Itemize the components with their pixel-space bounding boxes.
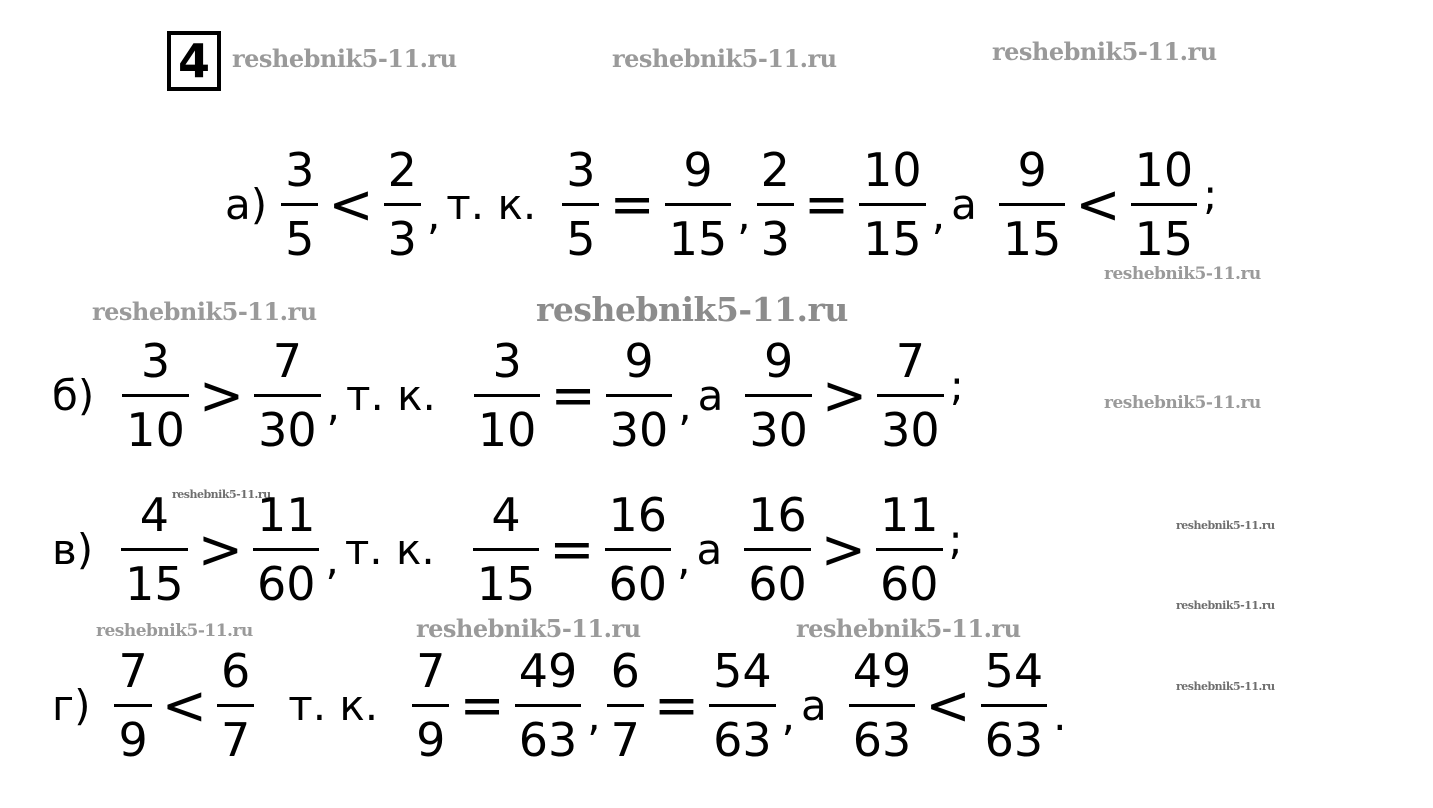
numerator: 9 xyxy=(624,333,654,388)
numerator: 2 xyxy=(760,142,790,197)
fraction xyxy=(877,333,944,457)
fraction xyxy=(281,142,318,266)
fraction xyxy=(607,643,644,767)
numerator: 11 xyxy=(256,487,316,542)
fraction xyxy=(745,333,812,457)
comma: , xyxy=(326,381,340,430)
denominator: 15 xyxy=(476,556,536,611)
fraction-bar xyxy=(876,548,943,551)
row-label: в) xyxy=(52,524,94,574)
fraction xyxy=(474,333,541,457)
fraction xyxy=(515,643,582,767)
fraction-bar xyxy=(515,704,582,707)
relation-sign: > xyxy=(821,363,868,427)
denominator: 15 xyxy=(863,211,922,266)
fraction-bar xyxy=(412,704,449,707)
numerator: 54 xyxy=(713,643,772,698)
denominator: 5 xyxy=(285,211,315,266)
fraction-bar xyxy=(665,203,732,206)
fraction xyxy=(606,333,673,457)
denominator: 7 xyxy=(610,712,640,767)
equals-sign: = xyxy=(803,172,850,236)
fraction-bar xyxy=(474,394,541,397)
numerator: 3 xyxy=(492,333,522,388)
numerator: 9 xyxy=(763,333,794,388)
fraction-bar xyxy=(114,704,151,707)
fraction xyxy=(114,643,151,767)
denominator: 9 xyxy=(118,712,148,767)
fraction-bar xyxy=(605,548,672,551)
numerator: 16 xyxy=(608,487,668,542)
fraction-bar xyxy=(607,704,644,707)
comma: , xyxy=(587,691,601,740)
denominator: 5 xyxy=(566,211,596,266)
fraction xyxy=(473,487,540,611)
comma: , xyxy=(931,190,946,239)
denominator: 30 xyxy=(749,402,808,457)
denominator: 15 xyxy=(668,211,728,266)
denominator: 60 xyxy=(879,556,939,611)
fraction-bar xyxy=(253,548,320,551)
denominator: 10 xyxy=(126,402,185,457)
comma: , xyxy=(426,190,441,239)
denominator: 63 xyxy=(713,712,772,767)
denominator: 63 xyxy=(518,712,578,767)
fraction-bar xyxy=(281,203,318,206)
conjunction-a: а xyxy=(697,370,724,420)
numerator: 2 xyxy=(387,142,417,197)
semicolon: ; xyxy=(948,515,963,564)
fraction xyxy=(412,643,449,767)
semicolon: ; xyxy=(1203,170,1218,219)
comma: , xyxy=(677,535,691,584)
equals-sign: = xyxy=(550,363,596,427)
fraction xyxy=(849,643,916,767)
fraction xyxy=(122,333,189,457)
numerator: 4 xyxy=(491,487,521,542)
denominator: 60 xyxy=(256,556,316,611)
watermark: reshebnik5-11.ru xyxy=(796,614,1021,643)
denominator: 3 xyxy=(387,211,417,266)
comma: , xyxy=(678,381,692,430)
fraction-bar xyxy=(849,704,916,707)
fraction xyxy=(384,142,421,266)
fraction xyxy=(254,333,321,457)
fraction-bar xyxy=(217,704,254,707)
relation-sign: > xyxy=(198,363,245,427)
fraction xyxy=(999,142,1066,266)
equals-sign: = xyxy=(609,172,655,236)
numerator: 3 xyxy=(140,333,171,388)
denominator: 60 xyxy=(748,556,807,611)
denominator: 63 xyxy=(984,712,1044,767)
because-text: т. к. xyxy=(446,179,537,229)
comma: , xyxy=(781,691,796,740)
watermark: reshebnik5-11.ru xyxy=(1176,519,1275,532)
watermark: reshebnik5-11.ru xyxy=(612,44,837,73)
numerator: 3 xyxy=(566,142,596,197)
watermark: reshebnik5-11.ru xyxy=(1176,680,1275,693)
fraction-bar xyxy=(877,394,944,397)
because-text: т. к. xyxy=(346,370,436,420)
fraction xyxy=(1131,142,1198,266)
relation-sign: < xyxy=(161,673,207,737)
fraction xyxy=(665,142,732,266)
fraction xyxy=(859,142,926,266)
conjunction-a: а xyxy=(696,524,723,574)
numerator: 49 xyxy=(852,643,912,698)
relation-sign: < xyxy=(925,673,971,737)
fraction xyxy=(876,487,943,611)
numerator: 7 xyxy=(272,333,302,388)
numerator: 4 xyxy=(139,487,170,542)
denominator: 10 xyxy=(477,402,537,457)
conjunction-a: а xyxy=(951,179,977,229)
relation-sign: < xyxy=(1075,172,1121,236)
relation-sign: > xyxy=(820,517,866,581)
fraction-bar xyxy=(473,548,540,551)
row-label: а) xyxy=(225,179,268,229)
fraction xyxy=(709,643,776,767)
watermark: reshebnik5-11.ru xyxy=(992,37,1217,66)
row-b xyxy=(52,330,966,460)
denominator: 3 xyxy=(760,211,790,266)
fraction-bar xyxy=(981,704,1048,707)
watermark: reshebnik5-11.ru xyxy=(232,44,457,73)
equals-sign: = xyxy=(549,517,595,581)
numerator: 9 xyxy=(683,142,713,197)
watermark: reshebnik5-11.ru xyxy=(96,621,253,641)
denominator: 30 xyxy=(881,402,940,457)
numerator: 7 xyxy=(118,643,148,698)
fraction-bar xyxy=(254,394,321,397)
row-label: г) xyxy=(52,680,91,730)
relation-sign: > xyxy=(197,517,243,581)
fraction-bar xyxy=(859,203,926,206)
fraction xyxy=(744,487,811,611)
because-text: т. к. xyxy=(288,680,379,730)
watermark: reshebnik5-11.ru xyxy=(172,488,271,501)
fraction-bar xyxy=(606,394,673,397)
row-g xyxy=(52,640,1068,770)
numerator: 54 xyxy=(984,643,1044,698)
period: . xyxy=(1053,691,1067,740)
fraction xyxy=(605,487,672,611)
numerator: 7 xyxy=(895,333,926,388)
fraction-bar xyxy=(122,394,189,397)
fraction-bar xyxy=(745,394,812,397)
task-number: 4 xyxy=(167,31,221,91)
denominator: 30 xyxy=(609,402,669,457)
watermark: reshebnik5-11.ru xyxy=(1104,393,1261,413)
fraction-bar xyxy=(709,704,776,707)
numerator: 10 xyxy=(1134,142,1194,197)
fraction xyxy=(757,142,794,266)
fraction xyxy=(562,142,599,266)
fraction-bar xyxy=(999,203,1066,206)
fraction-bar xyxy=(757,203,794,206)
watermark: reshebnik5-11.ru xyxy=(416,614,641,643)
numerator: 6 xyxy=(610,643,640,698)
fraction-bar xyxy=(562,203,599,206)
numerator: 49 xyxy=(518,643,578,698)
semicolon: ; xyxy=(949,361,964,410)
denominator: 7 xyxy=(220,712,251,767)
fraction xyxy=(981,643,1048,767)
denominator: 60 xyxy=(608,556,668,611)
fraction xyxy=(217,643,254,767)
watermark: reshebnik5-11.ru xyxy=(1104,264,1261,284)
fraction-bar xyxy=(1131,203,1198,206)
numerator: 16 xyxy=(748,487,807,542)
row-v xyxy=(52,484,965,614)
relation-sign: < xyxy=(328,172,374,236)
equals-sign: = xyxy=(653,673,700,737)
watermark: reshebnik5-11.ru xyxy=(1176,599,1275,612)
comma: , xyxy=(325,535,339,584)
fraction-bar xyxy=(121,548,188,551)
numerator: 10 xyxy=(863,142,922,197)
row-a xyxy=(225,139,1219,269)
numerator: 6 xyxy=(220,643,251,698)
denominator: 63 xyxy=(852,712,912,767)
denominator: 15 xyxy=(125,556,184,611)
row-label: б) xyxy=(52,370,95,420)
numerator: 7 xyxy=(416,643,446,698)
fraction xyxy=(253,487,320,611)
watermark: reshebnik5-11.ru xyxy=(92,297,317,326)
denominator: 15 xyxy=(1002,211,1062,266)
denominator: 15 xyxy=(1134,211,1194,266)
denominator: 30 xyxy=(258,402,317,457)
denominator: 9 xyxy=(416,712,446,767)
because-text: т. к. xyxy=(344,524,435,574)
fraction-bar xyxy=(384,203,421,206)
numerator: 11 xyxy=(879,487,939,542)
numerator: 3 xyxy=(285,142,315,197)
fraction xyxy=(121,487,188,611)
comma: , xyxy=(737,190,751,239)
conjunction-a: а xyxy=(801,680,827,730)
watermark: reshebnik5-11.ru xyxy=(536,290,848,329)
numerator: 9 xyxy=(1017,142,1047,197)
equals-sign: = xyxy=(459,673,505,737)
fraction-bar xyxy=(744,548,811,551)
